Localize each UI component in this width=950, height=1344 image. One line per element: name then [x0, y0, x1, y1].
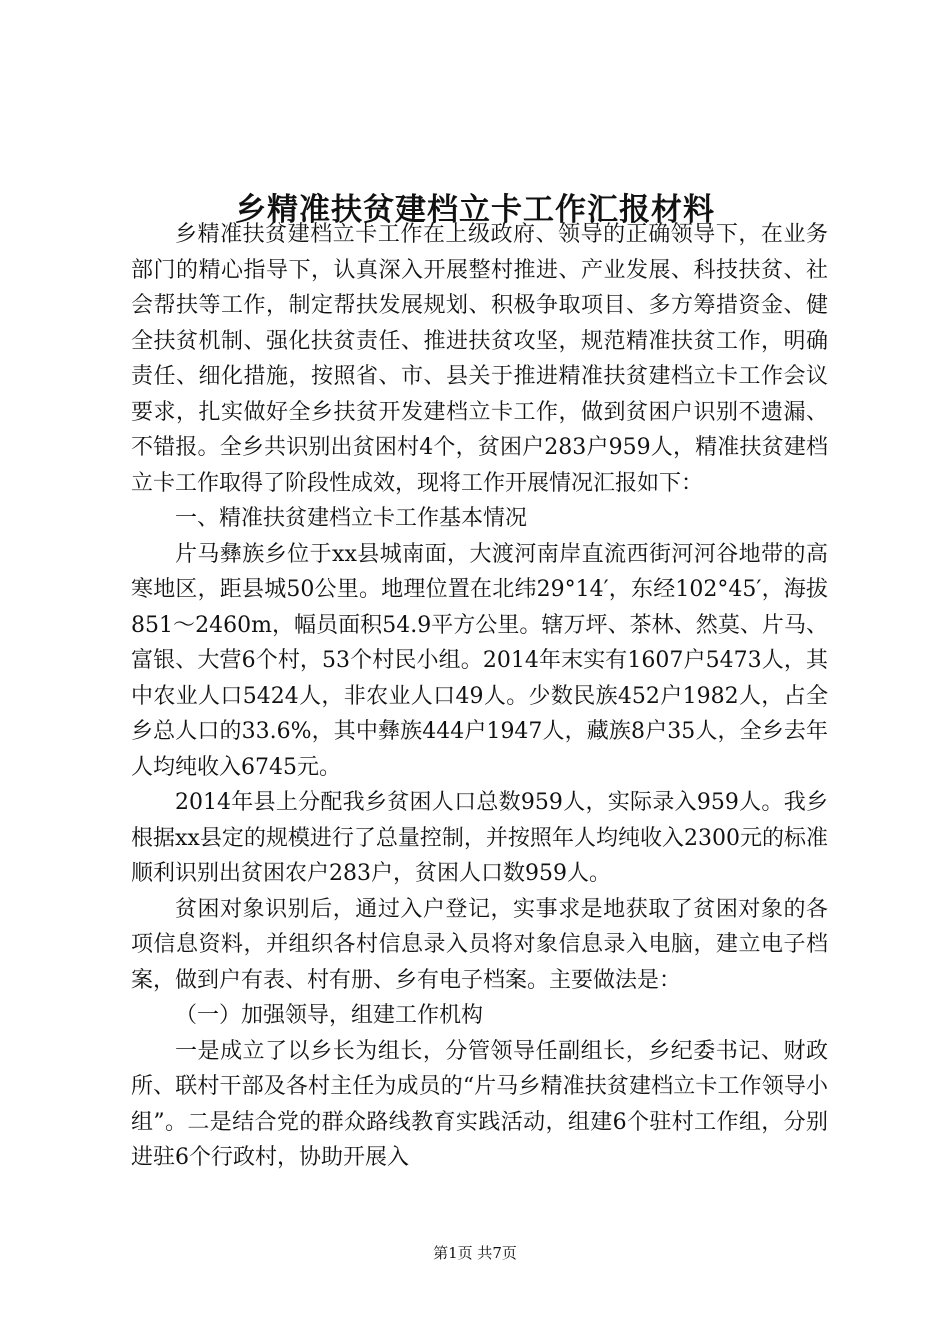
paragraph-intro: 乡精准扶贫建档立卡工作在上级政府、领导的正确领导下，在业务部门的精心指导下，认真深入开展整村推进、产业发展、科技扶贫、社会帮扶等工作，制定帮扶发展规划、积极争取项目、多方筹措资金、健全扶贫机制、强化扶贫责任、推进扶贫攻坚，规范精准扶贫工作，明确责任、细化措施，按照省、市、县关于推进精准扶贫建档立卡工作会议要求，扎实做好全乡扶贫开发建档立卡工作，做到贫困户识别不遗漏、不错报。全乡共识别出贫困村4个，贫困户283户959人，精准扶贫建档立卡工作取得了阶段性成效，现将工作开展情况汇报如下： — [131, 222, 828, 496]
document-body — [131, 217, 828, 1176]
paragraph-leadership: 一是成立了以乡长为组长，分管领导任副组长，乡纪委书记、财政所、联村干部及各村主任为成员的“片马乡精准扶贫建档立卡工作领导小组”。二是结合党的群众路线教育实践活动，组建6个驻村工作组，分别进驻6个行政村，协助开展入 — [131, 1038, 828, 1170]
paragraph-poverty-allocation: 2014年县上分配我乡贫困人口总数959人，实际录入959人。我乡根据xx县定的规模进行了总量控制，并按照年人均纯收入2300元的标准顺利识别出贫困农户283户，贫困人口数959人。 — [131, 790, 828, 886]
paragraph-township-overview: 片马彝族乡位于xx县城南面，大渡河南岸直流西街河河谷地带的高寒地区，距县城50公里。地理位置在北纬29°14′，东经102°45′，海拔851～2460m，幅员面积54.9平方公里。辖万坪、茶林、然莫、片马、富银、大营6个村，53个村民小组。2014年末实有1607户5473人，其中农业人口5424人，非农业人口49人。少数民族452户1982人，占全乡总人口的33.6%，其中彝族444户1947人，藏族8户35人，全乡去年人均纯收入6745元。 — [131, 541, 828, 780]
section-heading-1: 一、精准扶贫建档立卡工作基本情况 — [175, 506, 528, 531]
document-title: 乡精准扶贫建档立卡工作汇报材料 — [235, 192, 715, 228]
subsection-heading-1: （一）加强领导，组建工作机构 — [175, 1003, 484, 1028]
paragraph-identification-process: 贫困对象识别后，通过入户登记，实事求是地获取了贫困对象的各项信息资料，并组织各村信息录入员将对象信息录入电脑，建立电子档案，做到户有表、村有册、乡有电子档案。主要做法是： — [131, 896, 828, 993]
page-number-footer: 第1页 共7页 — [433, 1244, 517, 1262]
